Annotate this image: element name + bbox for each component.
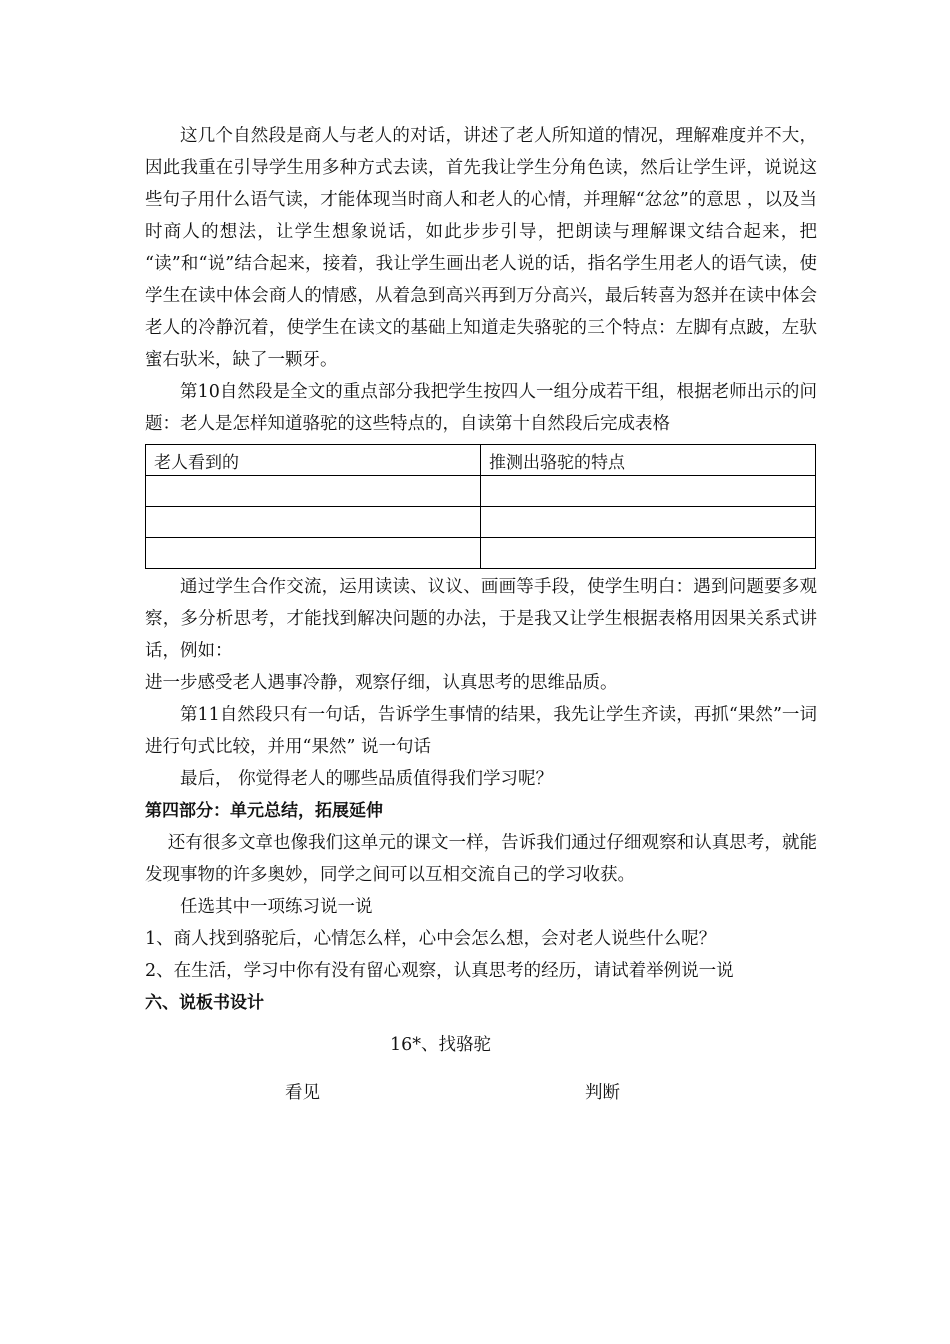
paragraph-section-11: 第11自然段只有一句话，告诉学生事情的结果，我先让学生齐读，再抓“果然”一词进行句式比较，并用“果然” 说一句话 (145, 705, 817, 757)
paragraph-cooperation: 通过学生合作交流，运用读读、议议、画画等手段，使学生明白：遇到问题要多观察，多分析思考，才能找到解决问题的办法，于是我又让学生根据表格用因果关系式讲话，例如： (145, 577, 817, 661)
table-cell (146, 507, 481, 538)
table-cell (481, 538, 816, 569)
table-cell (146, 538, 481, 569)
board-label-judge: 判断 (585, 1083, 620, 1103)
paragraph-dialogue-analysis: 这几个自然段是商人与老人的对话，讲述了老人所知道的情况，理解难度并不大，因此我重在引导学生用多种方式去读，首先我让学生分角色读，然后让学生评，说说这些句子用什么语气读，才能体现当时商人和老人的心情，并理解“忿忿”的意思 ，以及当时商人的想法，让学生想象说话，如此步步引导，把朗读与理解课文结合起来，把 “读”和“说”结合起来，接着，我让学生画出老人说的话，指名学生用老人的语气读，使学生在读中体会商人的情感，从着急到高兴再到万分高兴，最后转喜为怒并在读中体会老人的冷静沉着，使学生在读文的基础上知道走失骆驼的三个特点：左脚有点跛，左驮蜜右驮米，缺了一颗牙。 (145, 126, 817, 370)
table-header-seen: 老人看到的 (146, 445, 481, 476)
board-design (145, 1019, 817, 1139)
heading-part-four: 第四部分：单元总结，拓展延伸 (145, 801, 383, 821)
table-cell (146, 476, 481, 507)
board-title: 16*、找骆驼 (390, 1035, 492, 1055)
board-label-seen: 看见 (285, 1083, 320, 1103)
table-header-row (146, 445, 816, 476)
table-row (146, 476, 816, 507)
paragraph-unit-summary: 还有很多文章也像我们这单元的课文一样，告诉我们通过仔细观察和认真思考，就能发现事物的许多奥妙，同学之间可以互相交流自己的学习收获。 (145, 833, 817, 885)
table-cell (481, 476, 816, 507)
paragraph-choose-exercise: 任选其中一项练习说一说 (180, 897, 373, 917)
table-header-inferred: 推测出骆驼的特点 (481, 445, 816, 476)
heading-board-design: 六、说板书设计 (145, 993, 264, 1013)
paragraph-final-question: 最后， 你觉得老人的哪些品质值得我们学习呢？ (180, 769, 554, 789)
table-row (146, 507, 816, 538)
paragraph-section-10: 第10自然段是全文的重点部分我把学生按四人一组分成若干组，根据老师出示的问题：老人是怎样知道骆驼的这些特点的，自读第十自然段后完成表格 (145, 382, 817, 434)
list-item-exercise-1: 1、商人找到骆驼后，心情怎么样，心中会怎么想，会对老人说些什么呢？ (145, 929, 717, 949)
table-cell (481, 507, 816, 538)
table-row (146, 538, 816, 569)
observation-table (145, 444, 816, 569)
list-item-exercise-2: 2、在生活，学习中你有没有留心观察，认真思考的经历，请试着举例说一说 (145, 961, 734, 981)
document-body (145, 120, 817, 1139)
paragraph-further-feeling: 进一步感受老人遇事冷静，观察仔细，认真思考的思维品质。 (145, 673, 618, 693)
